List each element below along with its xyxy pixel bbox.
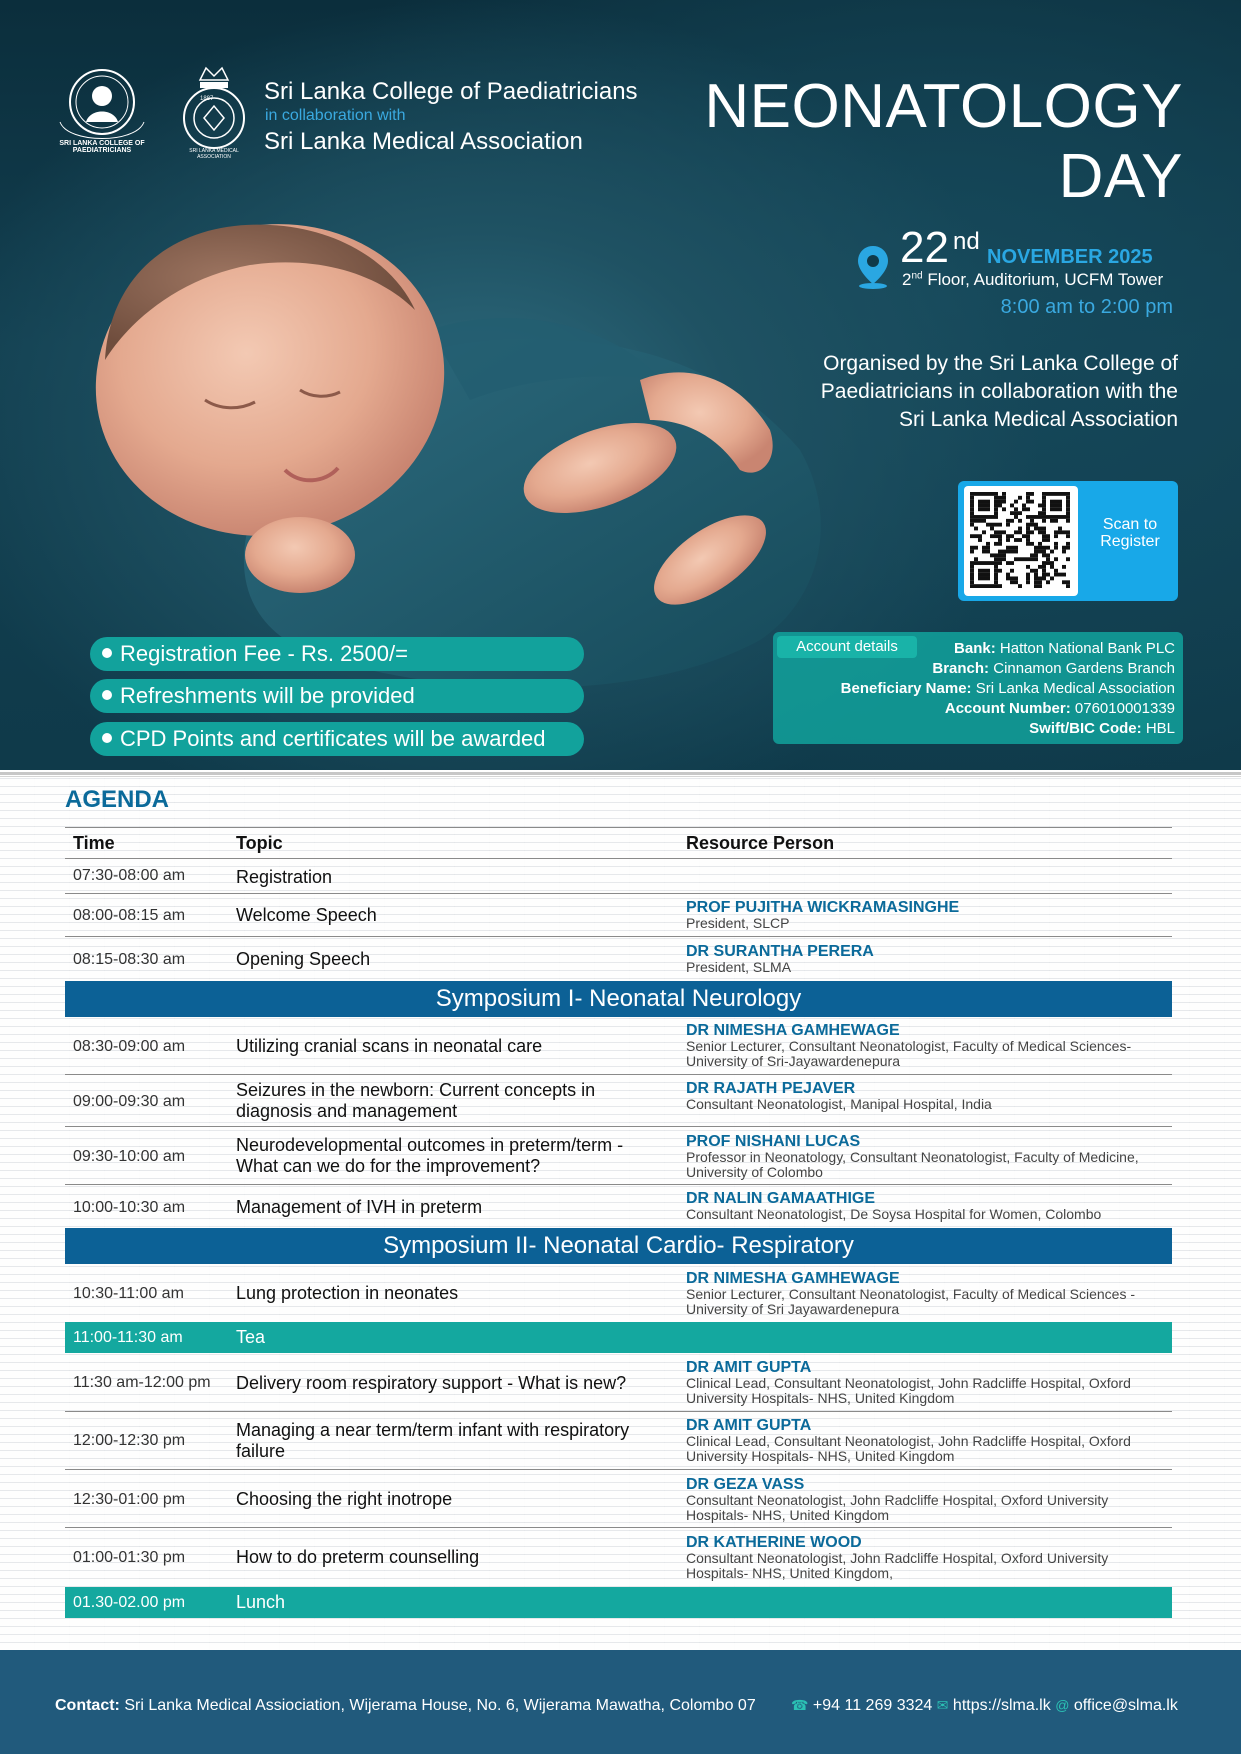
row-speaker-name: DR AMIT GUPTA xyxy=(686,1417,812,1434)
row-speaker-name: DR KATHERINE WOOD xyxy=(686,1534,862,1551)
row-time: 08:30-09:00 am xyxy=(73,1038,186,1055)
table-rule xyxy=(65,1126,1172,1127)
row-speaker-name: PROF NISHANI LUCAS xyxy=(686,1133,861,1150)
table-rule xyxy=(65,1184,1172,1185)
table-rule xyxy=(65,858,1172,859)
row-speaker-role: Clinical Lead, Consultant Neonatologist, John Radcliffe Hospital, Oxford University Hospitals- NHS, United Kingdom xyxy=(686,1375,1131,1406)
row-topic: Opening Speech xyxy=(236,949,371,969)
row-time: 12:00-12:30 pm xyxy=(73,1432,186,1449)
row-speaker-name: DR SURANTHA PERERA xyxy=(686,943,874,960)
location-pin-icon xyxy=(854,244,892,290)
hero-banner xyxy=(0,0,1241,770)
row-speaker-role: Consultant Neonatologist, John Radcliffe Hospital, Oxford University Hospitals- NHS, United Kingdom, xyxy=(686,1550,1109,1581)
row-speaker-name: DR RAJATH PEJAVER xyxy=(686,1080,856,1097)
slcp-logo-text: SRI LANKA COLLEGE OF PAEDIATRICIANS xyxy=(59,140,145,154)
footer-contact-links xyxy=(791,1697,1178,1715)
row-speaker-name: DR AMIT GUPTA xyxy=(686,1359,812,1376)
lunch-break-time: 01.30-02.00 pm xyxy=(73,1594,186,1611)
row-time: 12:30-01:00 pm xyxy=(73,1491,186,1508)
highlight-text: Refreshments will be provided xyxy=(120,683,415,708)
contact-address: Sri Lanka Medical Assiociation, Wijerama House, No. 6, Wijerama Mawatha, Colombo 07 xyxy=(124,1697,756,1714)
row-time: 08:00-08:15 am xyxy=(73,907,186,924)
row-time: 11:30 am-12:00 pm xyxy=(73,1374,211,1391)
row-speaker-role: Consultant Neonatologist, John Radcliffe Hospital, Oxford University Hospitals- NHS, United Kingdom xyxy=(686,1492,1109,1523)
row-speaker-role: Professor in Neonatology, Consultant Neonatologist, Faculty of Medicine, University of Colombo xyxy=(686,1149,1139,1180)
row-topic: How to do preterm counselling xyxy=(236,1547,480,1567)
agenda-title: AGENDA xyxy=(65,786,170,813)
row-topic: Management of IVH in preterm xyxy=(236,1197,483,1217)
section-divider xyxy=(0,772,1241,775)
row-topic: Choosing the right inotrope xyxy=(236,1489,453,1509)
row-speaker-role: President, SLCP xyxy=(686,915,790,931)
symposium-1-band: Symposium I- Neonatal Neurology xyxy=(65,981,1172,1017)
swift-label: Swift/BIC Code: xyxy=(1029,720,1142,737)
web-icon: ✉ xyxy=(936,1697,949,1713)
row-time: 01:00-01:30 pm xyxy=(73,1549,186,1566)
table-rule xyxy=(65,1469,1172,1470)
row-speaker-role: Consultant Neonatologist, De Soysa Hospital for Women, Colombo xyxy=(686,1206,1102,1222)
collab-text: in collaboration with xyxy=(265,107,406,124)
table-rule xyxy=(65,827,1172,828)
bank-label: Bank: xyxy=(954,640,996,657)
row-topic: Registration xyxy=(236,867,333,887)
row-topic: Neurodevelopmental outcomes in preterm/term - What can we do for the improvement? xyxy=(236,1135,624,1176)
slma-logo-year: 1887 xyxy=(200,96,214,102)
event-time: 8:00 am to 2:00 pm xyxy=(1000,296,1173,318)
beneficiary-label: Beneficiary Name: xyxy=(840,680,972,697)
row-time: 08:15-08:30 am xyxy=(73,951,186,968)
footer-contact xyxy=(55,1697,756,1715)
section-divider-thin xyxy=(0,776,1241,777)
row-speaker-name: PROF PUJITHA WICKRAMASINGHE xyxy=(686,899,960,916)
row-speaker-role: Consultant Neonatologist, Manipal Hospital, India xyxy=(686,1096,992,1112)
row-time: 09:30-10:00 am xyxy=(73,1148,186,1165)
account-details-tag: Account details xyxy=(777,636,917,658)
event-title-line1: NEONATOLOGY xyxy=(704,72,1183,141)
bullet-icon xyxy=(102,648,112,658)
row-topic: Managing a near term/term infant with respiratory failure xyxy=(236,1420,630,1461)
event-title xyxy=(623,72,1183,212)
partner-name: Sri Lanka Medical Association xyxy=(264,128,583,155)
phone-icon: ☎ xyxy=(791,1697,809,1713)
symposium-2-band: Symposium II- Neonatal Cardio- Respiratory xyxy=(65,1228,1172,1264)
highlight-registration-fee xyxy=(90,637,584,671)
contact-website[interactable]: https://slma.lk xyxy=(952,1697,1051,1714)
lunch-break-band xyxy=(65,1587,1172,1618)
row-speaker-role: President, SLMA xyxy=(686,959,792,975)
account-branch xyxy=(932,660,1175,677)
row-speaker-role: Clinical Lead, Consultant Neonatologist, John Radcliffe Hospital, Oxford University Hospitals- NHS, United Kingdom xyxy=(686,1433,1131,1464)
swift-value: HBL xyxy=(1145,720,1175,737)
row-topic: Utilizing cranial scans in neonatal care xyxy=(236,1036,543,1056)
account-beneficiary xyxy=(841,680,1175,697)
venue-floor-number: 2 xyxy=(902,270,912,289)
account-number-label: Account Number: xyxy=(944,700,1071,717)
event-month-year: NOVEMBER 2025 xyxy=(987,246,1153,268)
highlight-text: CPD Points and certificates will be awarded xyxy=(120,726,546,751)
highlight-refreshments xyxy=(90,679,584,713)
col-header-topic: Topic xyxy=(236,833,283,853)
tea-break-time: 11:00-11:30 am xyxy=(73,1329,183,1346)
slma-logo-text: SRI LANKA MEDICAL ASSOCIATION xyxy=(189,148,239,160)
event-day: 22 xyxy=(900,223,949,272)
event-venue xyxy=(902,270,1163,290)
org-name: Sri Lanka College of Paediatricians xyxy=(264,78,638,105)
col-header-time: Time xyxy=(73,833,115,853)
table-rule xyxy=(65,936,1172,937)
col-header-person: Resource Person xyxy=(686,833,835,853)
table-rule xyxy=(65,1411,1172,1412)
beneficiary-value: Sri Lanka Medical Association xyxy=(975,680,1175,697)
row-topic: Lung protection in neonates xyxy=(236,1283,459,1303)
scan-to-register-label[interactable]: Scan to Register xyxy=(1100,516,1160,550)
account-swift xyxy=(1029,720,1175,737)
venue-text: Floor, Auditorium, UCFM Tower xyxy=(922,270,1164,289)
row-speaker-name: DR GEZA VASS xyxy=(686,1476,805,1493)
row-speaker-role: Senior Lecturer, Consultant Neonatologist, Faculty of Medical Sciences - University of Sri Jayawardenepura xyxy=(686,1286,1136,1317)
table-rule xyxy=(65,1074,1172,1075)
slma-logo xyxy=(178,60,250,160)
tea-break-label: Tea xyxy=(236,1327,266,1347)
account-number-value: 076010001339 xyxy=(1074,700,1175,717)
table-rule xyxy=(65,893,1172,894)
tea-break-band xyxy=(65,1322,1172,1353)
lunch-break-label: Lunch xyxy=(236,1592,286,1612)
row-speaker-role: Senior Lecturer, Consultant Neonatologist, Faculty of Medical Sciences-University of Sri-Jayawardenepura xyxy=(686,1038,1132,1069)
table-rule xyxy=(65,1527,1172,1528)
contact-label: Contact: xyxy=(55,1697,120,1714)
row-time: 09:00-09:30 am xyxy=(73,1093,186,1110)
row-topic: Seizures in the newborn: Current concepts in diagnosis and management xyxy=(236,1080,596,1121)
row-speaker-name: DR NIMESHA GAMHEWAGE xyxy=(686,1022,900,1039)
bank-value: Hatton National Bank PLC xyxy=(999,640,1175,657)
row-time: 10:30-11:00 am xyxy=(73,1285,184,1302)
bullet-icon xyxy=(102,733,112,743)
contact-phone[interactable]: +94 11 269 3324 xyxy=(812,1697,933,1714)
account-bank xyxy=(954,640,1175,657)
event-title-line2: DAY xyxy=(1058,142,1183,211)
contact-email[interactable]: office@slma.lk xyxy=(1073,1697,1178,1714)
row-time: 07:30-08:00 am xyxy=(73,867,186,884)
highlight-text: Registration Fee - Rs. 2500/= xyxy=(120,641,408,666)
qr-code-icon[interactable] xyxy=(970,492,1072,590)
event-day-suffix: nd xyxy=(953,228,980,255)
email-icon: @ xyxy=(1055,1697,1070,1713)
row-topic: Welcome Speech xyxy=(236,905,377,925)
row-topic: Delivery room respiratory support - What is new? xyxy=(236,1373,627,1393)
row-time: 10:00-10:30 am xyxy=(73,1199,186,1216)
row-speaker-name: DR NALIN GAMAATHIGE xyxy=(686,1190,876,1207)
organised-by: Organised by the Sri Lanka College of Paediatricians in collaboration with the Sri Lanka Medical Association xyxy=(820,352,1178,431)
branch-value: Cinnamon Gardens Branch xyxy=(993,660,1175,677)
highlight-cpd-points xyxy=(90,722,584,756)
account-number xyxy=(945,700,1175,717)
row-speaker-name: DR NIMESHA GAMHEWAGE xyxy=(686,1270,900,1287)
venue-floor-suffix: nd xyxy=(911,270,923,282)
branch-label: Branch: xyxy=(932,660,990,677)
bullet-icon xyxy=(102,690,112,700)
